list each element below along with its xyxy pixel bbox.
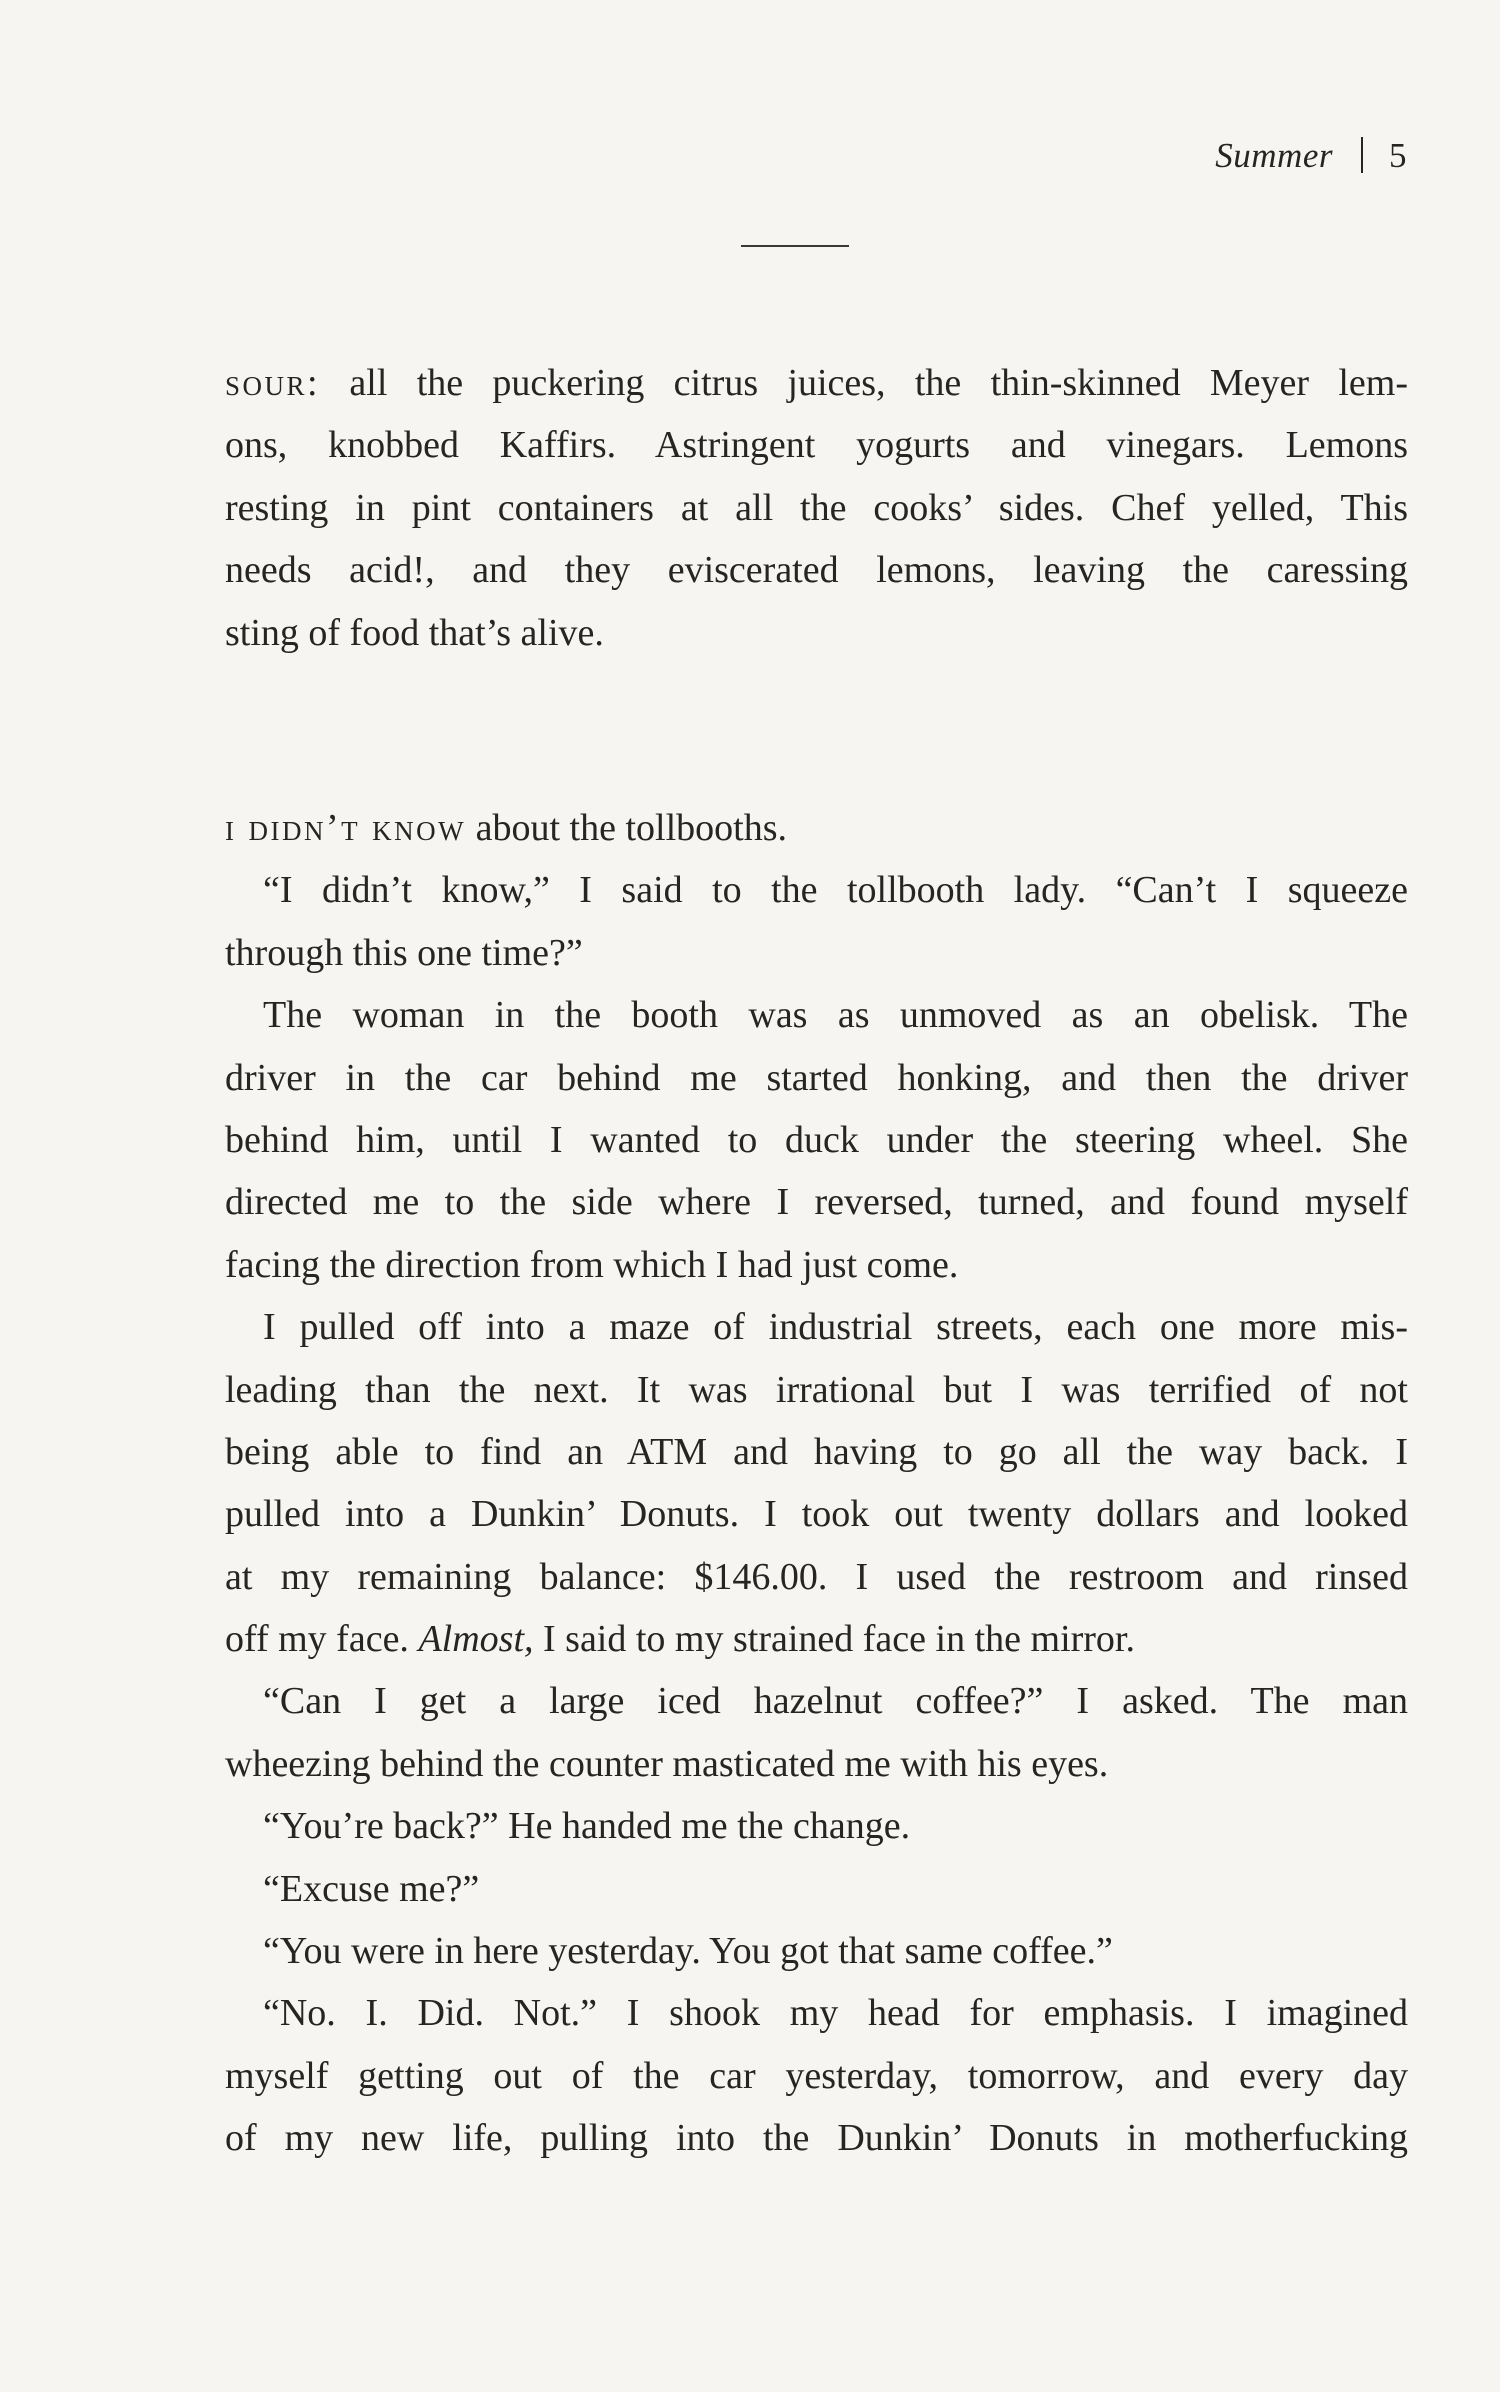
small-caps-lead: sour: xyxy=(225,362,321,404)
text-line: resting in pint containers at all the cooks’ sides. Chef yelled, This xyxy=(225,486,1408,529)
text-line: behind him, until I wanted to duck under the steering wheel. She xyxy=(225,1118,1408,1161)
text-line: through this one time?” xyxy=(225,931,583,974)
text-line: at my remaining balance: $146.00. I used the restroom and rinsed xyxy=(225,1555,1408,1598)
text-line: needs acid!, and they eviscerated lemons, leaving the caressing xyxy=(225,549,1408,592)
small-caps-lead: i didn’t know xyxy=(225,807,467,849)
text-line: “You were in here yesterday. You got that same coffee.” xyxy=(263,1930,1113,1973)
section-title: Summer xyxy=(1215,136,1333,175)
text-line: pulled into a Dunkin’ Donuts. I took out twenty dollars and looked xyxy=(225,1493,1408,1536)
paragraph-sour xyxy=(225,352,1408,664)
paragraph-tollbooth xyxy=(225,797,1408,2170)
text-line: “No. I. Did. Not.” I shook my head for emphasis. I imagined xyxy=(263,1992,1408,2035)
italic-word: Almost, xyxy=(418,1618,534,1661)
text-line xyxy=(225,352,1408,414)
header-divider-bar xyxy=(1361,137,1363,173)
text-line: of my new life, pulling into the Dunkin’ Donuts in motherfucking xyxy=(225,2117,1408,2160)
text-line: The woman in the booth was as unmoved as an obelisk. The xyxy=(263,994,1408,1037)
page-number: 5 xyxy=(1389,136,1407,175)
text-line: I pulled off into a maze of industrial streets, each one more mis- xyxy=(263,1306,1408,1349)
text-line: “I didn’t know,” I said to the tollbooth lady. “Can’t I squeeze xyxy=(263,869,1408,912)
text-line: ons, knobbed Kaffirs. Astringent yogurts and vinegars. Lemons xyxy=(225,424,1408,467)
text-line: “Can I get a large iced hazelnut coffee?” I asked. The man xyxy=(263,1680,1408,1723)
text-line: myself getting out of the car yesterday, tomorrow, and every day xyxy=(225,2054,1408,2097)
line-text: off my face. xyxy=(225,1618,409,1661)
text-line: directed me to the side where I reversed, turned, and found myself xyxy=(225,1181,1408,1224)
line-text: I said to my strained face in the mirror. xyxy=(533,1618,1135,1661)
text-line: being able to find an ATM and having to go all the way back. I xyxy=(225,1430,1408,1473)
text-line: sting of food that’s alive. xyxy=(225,611,604,654)
line-text: about the tollbooths. xyxy=(466,807,787,849)
text-line: driver in the car behind me started honking, and then the driver xyxy=(225,1056,1408,1099)
text-line: facing the direction from which I had just come. xyxy=(225,1243,959,1286)
text-line xyxy=(225,1608,1408,1670)
text-line: “Excuse me?” xyxy=(263,1867,480,1910)
running-head xyxy=(1215,128,1407,184)
text-line: wheezing behind the counter masticated me with his eyes. xyxy=(225,1742,1109,1785)
line-text: all the puckering citrus juices, the thin-skinned Meyer lem- xyxy=(320,362,1408,404)
section-break-rule xyxy=(741,245,849,247)
text-line xyxy=(225,797,1408,859)
text-line: “You’re back?” He handed me the change. xyxy=(263,1805,911,1848)
text-line: leading than the next. It was irrational but I was terrified of not xyxy=(225,1368,1408,1411)
